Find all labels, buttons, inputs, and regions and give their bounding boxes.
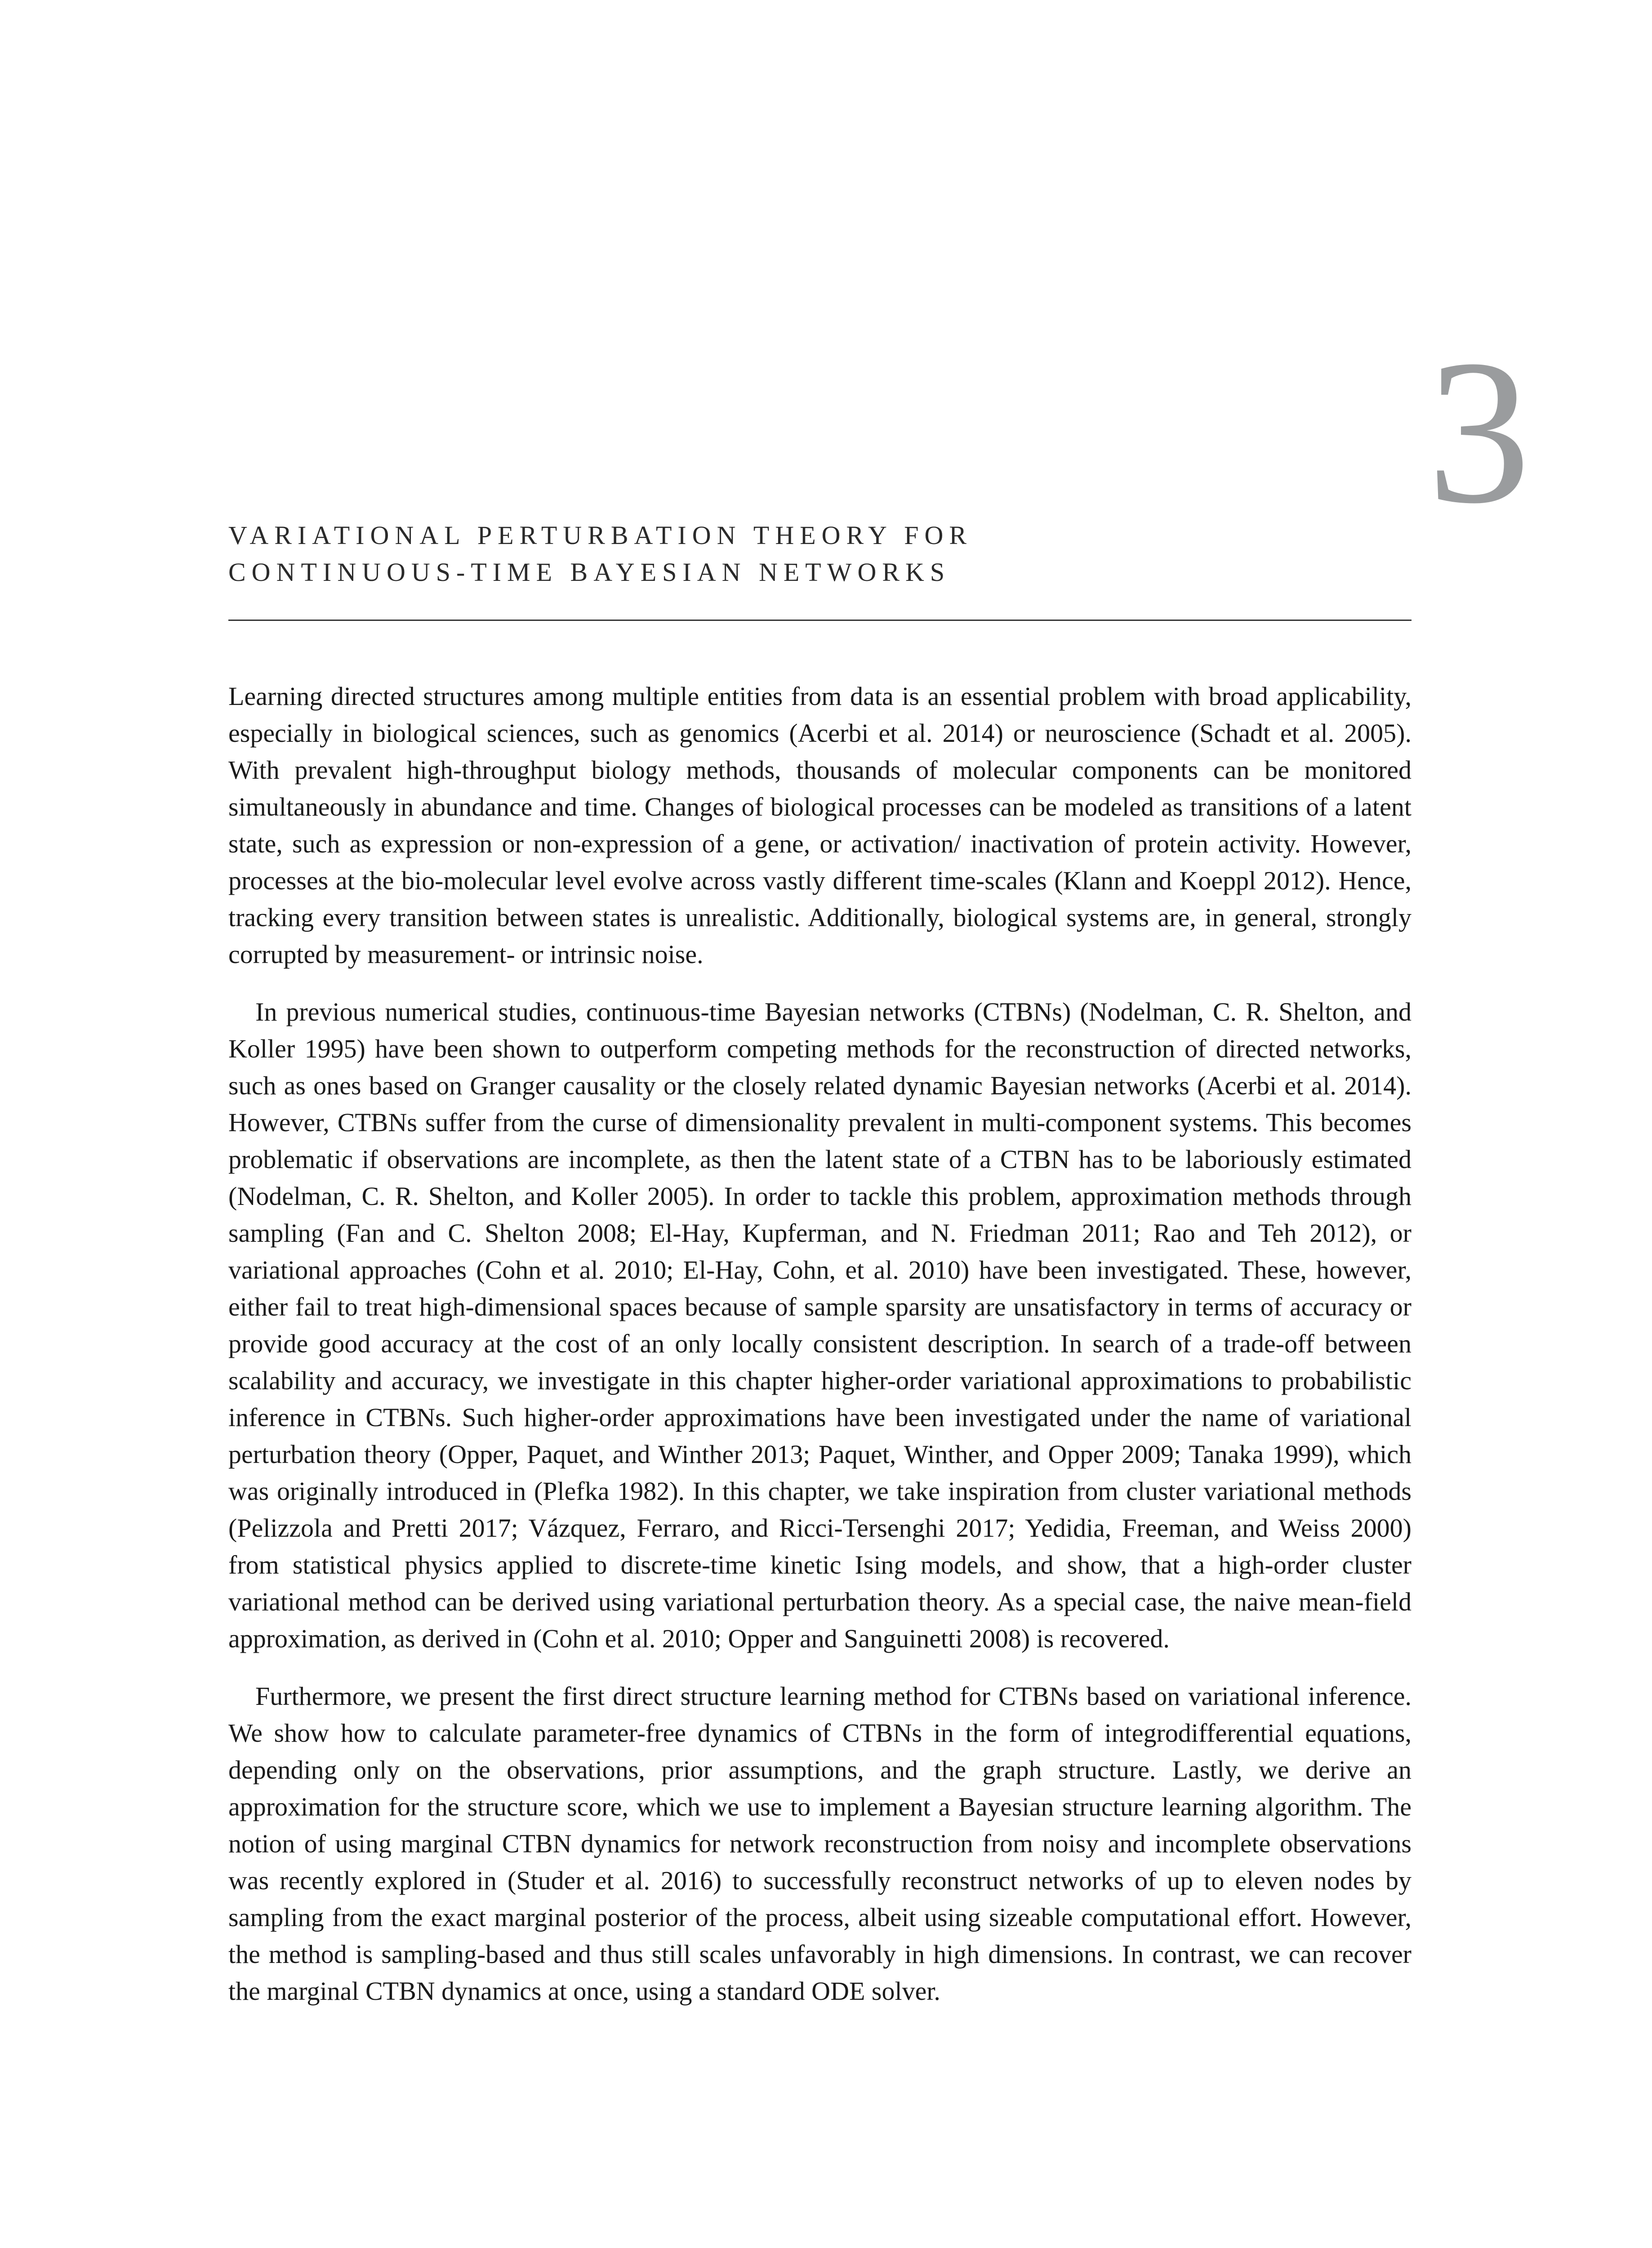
paragraph-1: Learning directed structures among multiple entities from data is an essential problem with broad applicability, especially in biological sciences, such as genomics (Acerbi et al. 2014) or neuroscience (Schadt et al. 2005). With prevalent high-throughput biology methods, thousands of molecular components can be monitored simultaneously in abundance and time. Changes of biological processes can be modeled as transitions of a latent state, such as expression or non-expression of a gene, or activation/ inactivation of protein activity. However, processes at the bio-molecular level evolve across vastly different time-scales (Klann and Koeppl 2012). Hence, tracking every transition between states is unrealistic. Additionally, biological systems are, in general, strongly corrupted by measurement- or intrinsic noise. <box>228 682 1412 969</box>
body-text <box>228 678 1412 2030</box>
title-rule <box>228 620 1412 621</box>
chapter-number: 3 <box>1427 317 1531 546</box>
chapter-title <box>228 517 1442 591</box>
chapter-title-line-2: CONTINUOUS-TIME BAYESIAN NETWORKS <box>228 558 951 587</box>
paragraph-2: In previous numerical studies, continuous-time Bayesian networks (CTBNs) (Nodelman, C. R. Shelton, and Koller 1995) have been shown to outperform competing methods for the reconstruction of directed networks, such as ones based on Granger causality or the closely related dynamic Bayesian networks (Acerbi et al. 2014). However, CTBNs suffer from the curse of dimensionality prevalent in multi-component systems. This becomes problematic if observations are incomplete, as then the latent state of a CTBN has to be laboriously estimated (Nodelman, C. R. Shelton, and Koller 2005). In order to tackle this problem, approximation methods through sampling (Fan and C. Shelton 2008; El-Hay, Kupferman, and N. Friedman 2011; Rao and Teh 2012), or variational approaches (Cohn et al. 2010; El-Hay, Cohn, et al. 2010) have been investigated. These, however, either fail to treat high-dimensional spaces because of sample sparsity are unsatisfactory in terms of accuracy or provide good accuracy at the cost of an only locally consistent description. In search of a trade-off between scalability and accuracy, we investigate in this chapter higher-order variational approximations to probabilistic inference in CTBNs. Such higher-order approximations have been investigated under the name of variational perturbation theory (Opper, Paquet, and Winther 2013; Paquet, Winther, and Opper 2009; Tanaka 1999), which was originally introduced in (Plefka 1982). In this chapter, we take inspiration from cluster variational methods (Pelizzola and Pretti 2017; Vázquez, Ferraro, and Ricci-Tersenghi 2017; Yedidia, Freeman, and Weiss 2000) from statistical physics applied to discrete-time kinetic Ising models, and show, that a high-order cluster variational method can be derived using variational perturbation theory. As a special case, the naive mean-field approximation, as derived in (Cohn et al. 2010; Opper and Sanguinetti 2008) is recovered. <box>228 997 1412 1653</box>
chapter-title-line-1: VARIATIONAL PERTURBATION THEORY FOR <box>228 521 973 550</box>
paragraph-3: Furthermore, we present the first direct structure learning method for CTBNs based on variational inference. We show how to calculate parameter-free dynamics of CTBNs in the form of integrodifferential equations, depending only on the observations, prior assumptions, and the graph structure. Lastly, we derive an approximation for the structure score, which we use to implement a Bayesian structure learning algorithm. The notion of using marginal CTBN dynamics for network reconstruction from noisy and incomplete observations was recently explored in (Studer et al. 2016) to successfully reconstruct networks of up to eleven nodes by sampling from the exact marginal posterior of the process, albeit using sizeable computational effort. However, the method is sampling-based and thus still scales unfavorably in high dimensions. In contrast, we can recover the marginal CTBN dynamics at once, using a standard ODE solver. <box>228 1682 1412 2006</box>
